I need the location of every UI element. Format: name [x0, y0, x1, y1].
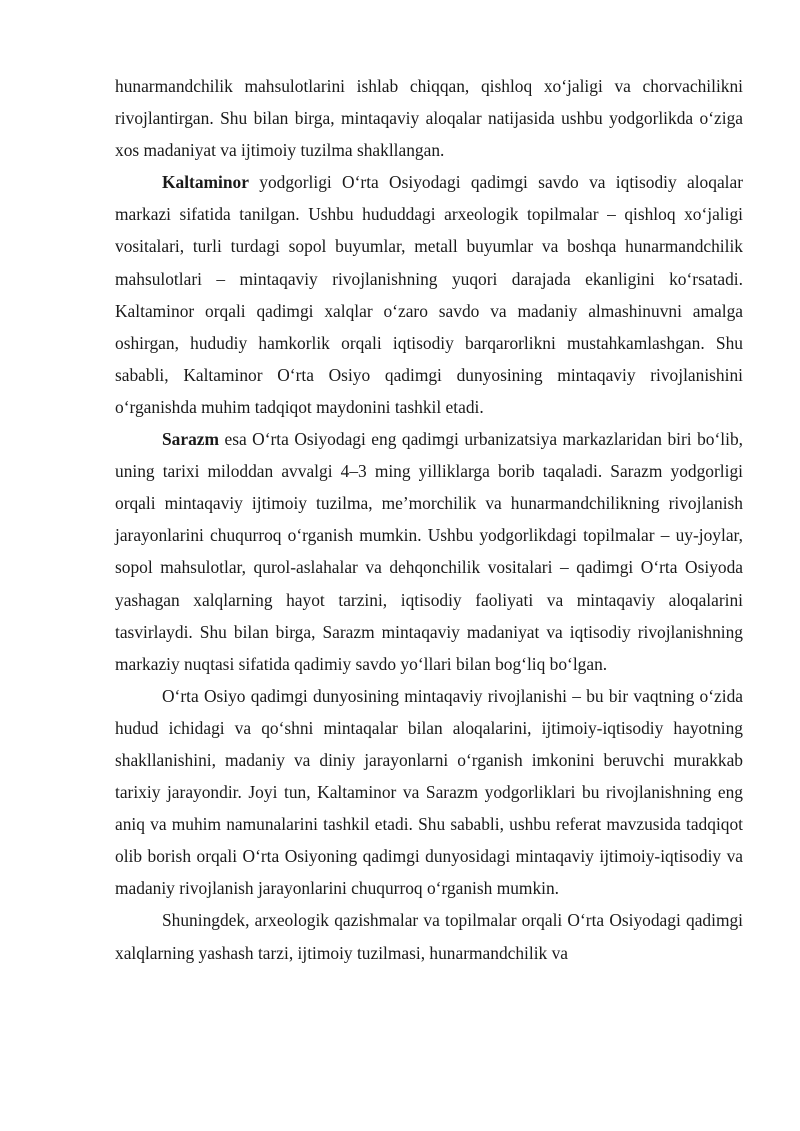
paragraph-regional-development	[115, 680, 743, 905]
paragraph-text: esa O‘rta Osiyodagi eng qadimgi urbanizatsiya markazlaridan biri bo‘lib, uning tarixi miloddan avvalgi 4–3 ming yilliklarga borib taqaladi. Sarazm yodgorligi orqali mintaqaviy ijtimoiy tuzilma, me’morchilik va hunarmandchilikning rivojlanish jarayonlarini chuqurroq o‘rganish mumkin. Ushbu yodgorlikdagi topilmalar – uy-joylar, sopol mahsulotlar, qurol-aslahalar va dehqonchilik vositalari – qadimgi O‘rta Osiyoda yashagan xalqlarning hayot tarzini, iqtisodiy faoliyati va mintaqaviy aloqalarini tasvirlaydi. Shu bilan birga, Sarazm mintaqaviy madaniyat va iqtisodiy rivojlanishning markaziy nuqtasi sifatida qadimiy savdo yo‘llari bilan bog‘liq bo‘lgan.	[115, 429, 743, 674]
paragraph-archaeology	[115, 904, 743, 968]
paragraph-lead-term: Kaltaminor	[162, 172, 249, 193]
paragraph-lead-term: Sarazm	[162, 429, 219, 450]
paragraph-text: O‘rta Osiyo qadimgi dunyosining mintaqaviy rivojlanishi – bu bir vaqtning o‘zida hudud ichidagi va qo‘shni mintaqalar bilan aloqalarini, ijtimoiy-iqtisodiy hayotning shakllanishini, madaniy va diniy jarayonlarni o‘rganish imkonini beruvchi murakkab tarixiy jarayondir. Joyi tun, Kaltaminor va Sarazm yodgorliklari bu rivojlanishning eng aniq va muhim namunalarini tashkil etadi. Shu sababli, ushbu referat mavzusida tadqiqot olib borish orqali O‘rta Osiyoning qadimgi dunyosidagi mintaqaviy ijtimoiy-iqtisodiy va madaniy rivojlanish jarayonlarini chuqurroq o‘rganish mumkin.	[115, 685, 743, 899]
paragraph-text: Shuningdek, arxeologik qazishmalar va topilmalar orqali O‘rta Osiyodagi qadimgi xalqlarning yashash tarzi, ijtimoiy tuzilmasi, hunarmandchilik va	[115, 910, 743, 963]
paragraph-continuation	[115, 70, 743, 166]
paragraph-text: hunarmandchilik mahsulotlarini ishlab chiqqan, qishloq xo‘jaligi va chorvachilikni rivojlantirgan. Shu bilan birga, mintaqaviy aloqalar natijasida ushbu yodgorlikda o‘ziga xos madaniyat va ijtimoiy tuzilma shakllangan.	[115, 76, 743, 161]
body-text	[115, 70, 743, 969]
paragraph-text: yodgorligi O‘rta Osiyodagi qadimgi savdo va iqtisodiy aloqalar markazi sifatida tanilgan. Ushbu hududdagi arxeologik topilmalar – qishloq xo‘jaligi vositalari, turli turdagi sopol buyumlar, metall buyumlar va boshqa hunarmandchilik mahsulotlari – mintaqaviy rivojlanishning yuqori darajada ekanligini ko‘rsatadi. Kaltaminor orqali qadimgi xalqlar o‘zaro savdo va madaniy almashinuvni amalga oshirgan, hududiy hamkorlik orqali iqtisodiy barqarorlikni mustahkamlashgan. Shu sababli, Kaltaminor O‘rta Osiyo qadimgi dunyosining mintaqaviy rivojlanishini o‘rganishda muhim tadqiqot maydonini tashkil etadi.	[115, 172, 743, 417]
paragraph-sarazm	[115, 423, 743, 680]
paragraph-kaltaminor	[115, 166, 743, 423]
